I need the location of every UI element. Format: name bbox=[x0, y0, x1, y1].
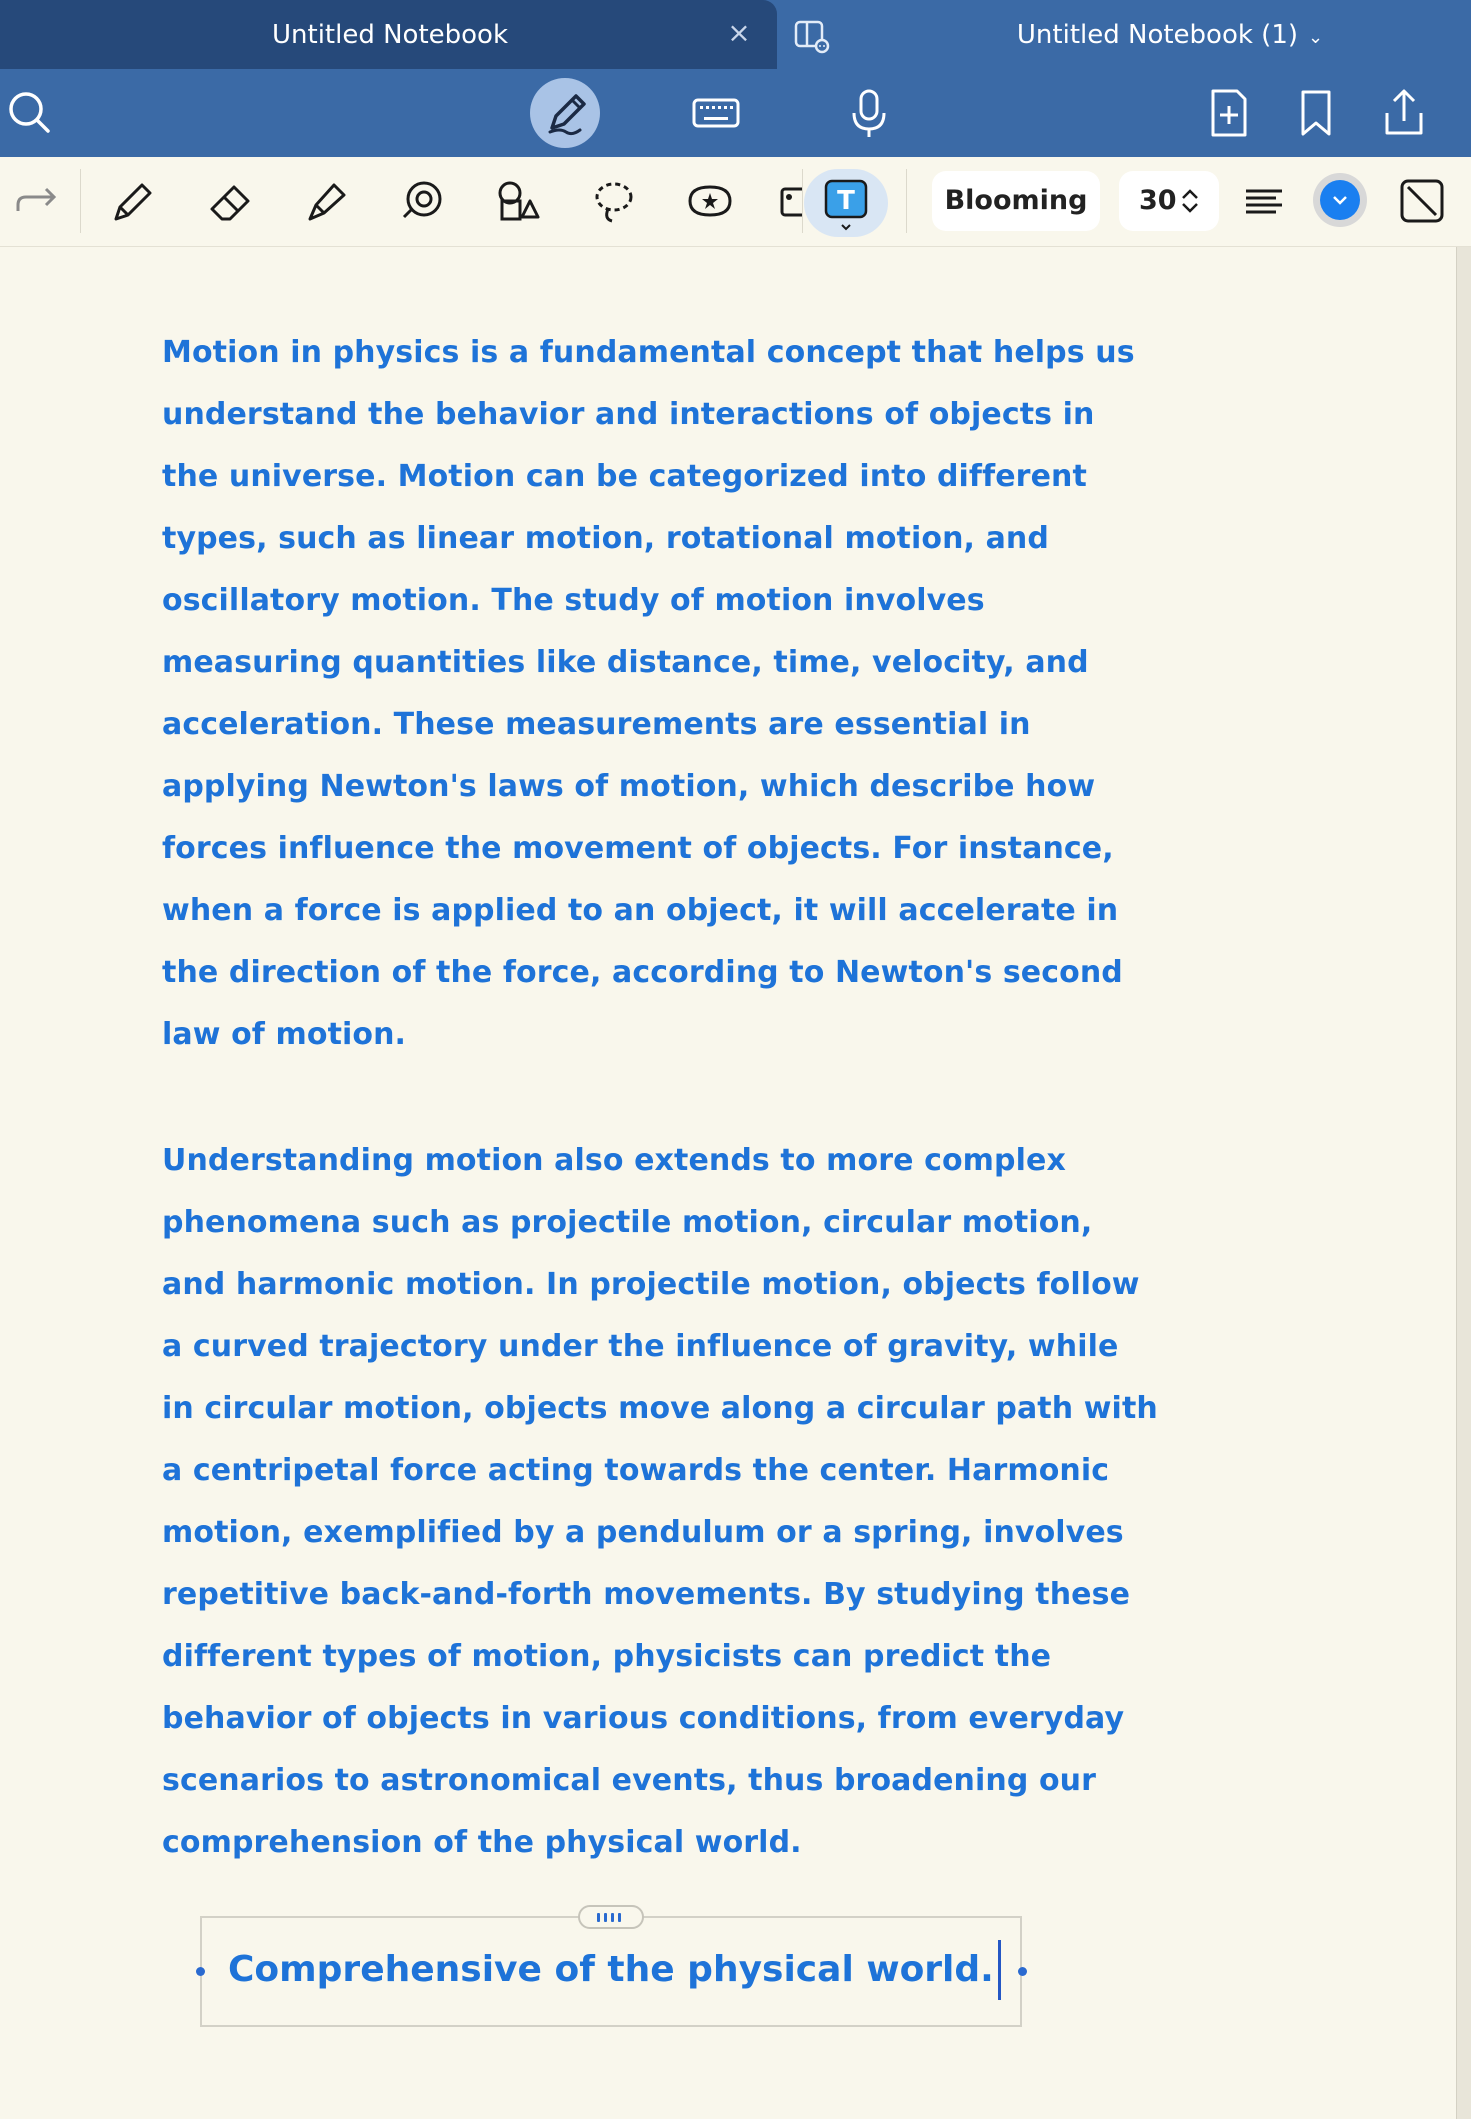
stepper-arrows-icon bbox=[1179, 188, 1201, 214]
paragraph-line: when a force is applied to an object, it will accelerate in bbox=[162, 893, 1119, 928]
text-tool-icon bbox=[804, 169, 888, 237]
top-toolbar bbox=[0, 69, 1471, 157]
paragraph-line: measuring quantities like distance, time, velocity, and bbox=[162, 645, 1089, 680]
split-view-icon[interactable] bbox=[793, 17, 831, 55]
paragraph-line: types, such as linear motion, rotational motion, and bbox=[162, 521, 1049, 556]
eraser-icon[interactable] bbox=[202, 173, 258, 229]
share-icon[interactable] bbox=[1374, 83, 1434, 143]
paragraph-line: in circular motion, objects move along a circular path with bbox=[162, 1391, 1158, 1426]
svg-text:T: T bbox=[837, 186, 855, 216]
tools-toolbar bbox=[0, 157, 1471, 247]
text-caret bbox=[998, 1940, 1001, 2000]
color-icon bbox=[1320, 180, 1360, 220]
paragraph-line: the universe. Motion can be categorized into different bbox=[162, 459, 1087, 494]
paragraph-line: phenomena such as projectile motion, circular motion, bbox=[162, 1205, 1093, 1240]
image-icon[interactable] bbox=[778, 173, 802, 229]
color-picker[interactable] bbox=[1313, 173, 1367, 227]
paragraph-line: Motion in physics is a fundamental concept that helps us bbox=[162, 335, 1135, 370]
paragraph-line: repetitive back-and-forth movements. By studying these bbox=[162, 1577, 1131, 1612]
search-icon[interactable] bbox=[0, 83, 60, 143]
pen-icon[interactable] bbox=[104, 173, 160, 229]
paragraph-line: comprehension of the physical world. bbox=[162, 1825, 802, 1860]
tab-bar bbox=[0, 0, 1471, 69]
paragraph-line: applying Newton's laws of motion, which describe how bbox=[162, 769, 1096, 804]
paragraph-line: Understanding motion also extends to more complex bbox=[162, 1143, 1066, 1178]
tab-notebook-1[interactable] bbox=[1000, 20, 1340, 50]
close-icon[interactable]: × bbox=[727, 16, 751, 49]
paragraph-line: motion, exemplified by a pendulum or a spring, involves bbox=[162, 1515, 1124, 1550]
toolbar-divider bbox=[906, 169, 907, 233]
paragraph-line: a centripetal force acting towards the center. Harmonic bbox=[162, 1453, 1110, 1488]
paragraph-line: a curved trajectory under the influence of gravity, while bbox=[162, 1329, 1119, 1364]
paragraph-line: different types of motion, physicists can predict the bbox=[162, 1639, 1052, 1674]
toolbar-divider bbox=[802, 169, 803, 233]
keyboard-icon[interactable] bbox=[686, 83, 746, 143]
paragraph-line: the direction of the force, according to Newton's second bbox=[162, 955, 1123, 990]
paragraph-line: behavior of objects in various conditions, from everyday bbox=[162, 1701, 1125, 1736]
text-box-content[interactable]: Comprehensive of the physical world. bbox=[228, 1949, 994, 1990]
microphone-icon[interactable] bbox=[839, 83, 899, 143]
bookmark-icon[interactable] bbox=[1286, 83, 1346, 143]
tab-title: Untitled Notebook bbox=[271, 20, 509, 50]
eraser-box-icon[interactable] bbox=[1394, 173, 1450, 229]
paragraph-line: forces influence the movement of objects. For instance, bbox=[162, 831, 1114, 866]
text-box-drag-handle[interactable] bbox=[578, 1905, 644, 1929]
tab-title: Untitled Notebook (1) bbox=[1016, 20, 1299, 50]
pen-mode-icon bbox=[530, 78, 600, 148]
font-size-stepper[interactable] bbox=[1119, 171, 1219, 231]
toolbar-divider bbox=[80, 169, 81, 233]
font-size-value: 30 bbox=[1139, 185, 1177, 216]
paragraph-line: scenarios to astronomical events, thus broadening our bbox=[162, 1763, 1097, 1798]
paragraph-line: acceleration. These measurements are essential in bbox=[162, 707, 1031, 742]
lasso-icon[interactable] bbox=[586, 173, 642, 229]
paragraph-line: oscillatory motion. The study of motion involves bbox=[162, 583, 985, 618]
handwritten-paragraph bbox=[162, 1130, 1462, 1874]
text-box-resize-handle-left[interactable] bbox=[196, 1967, 205, 1976]
pen-mode-button[interactable] bbox=[530, 78, 600, 148]
highlighter-icon[interactable] bbox=[298, 173, 354, 229]
add-page-icon[interactable] bbox=[1199, 83, 1259, 143]
align-icon[interactable] bbox=[1236, 173, 1292, 229]
sticker-icon[interactable] bbox=[682, 173, 738, 229]
text-tool-button[interactable] bbox=[804, 169, 888, 237]
shapes-icon[interactable] bbox=[490, 173, 546, 229]
tab-notebook[interactable] bbox=[0, 0, 777, 69]
paragraph-line: and harmonic motion. In projectile motion, objects follow bbox=[162, 1267, 1140, 1302]
text-box-resize-handle-right[interactable] bbox=[1018, 1967, 1027, 1976]
handwritten-paragraph bbox=[162, 322, 1462, 1066]
redo-icon[interactable] bbox=[8, 173, 64, 229]
shape-tool-icon[interactable] bbox=[394, 173, 450, 229]
paragraph-line: understand the behavior and interactions of objects in bbox=[162, 397, 1095, 432]
chevron-down-icon[interactable]: ⌄ bbox=[1308, 27, 1324, 48]
font-selector[interactable]: Blooming bbox=[932, 171, 1100, 231]
paragraph-line: law of motion. bbox=[162, 1017, 407, 1052]
